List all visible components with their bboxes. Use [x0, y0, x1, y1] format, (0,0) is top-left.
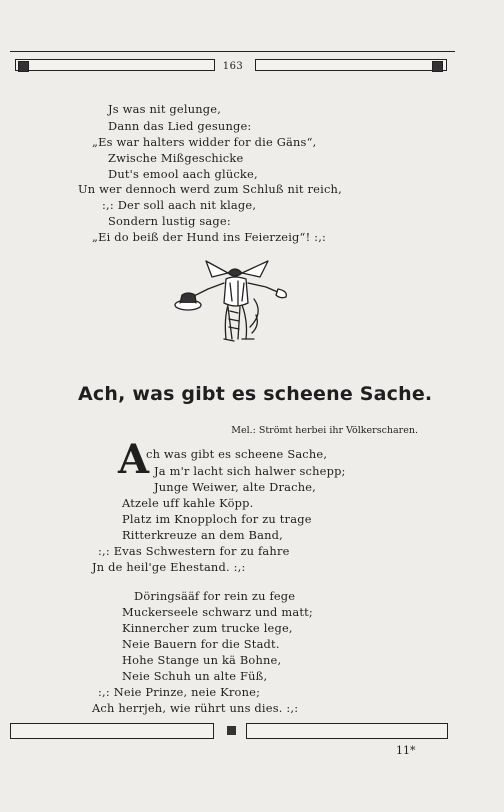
verse-line: Atzele uff kahle Köpp.: [122, 496, 254, 510]
verse-line: Muckerseele schwarz und matt;: [122, 605, 313, 619]
verse-line: Ja m'r lacht sich halwer schepp;: [154, 464, 346, 478]
verse-line: Dut's emool aach glücke,: [108, 167, 258, 181]
verse-line: Junge Weiwer, alte Drache,: [154, 480, 316, 494]
verse-line: Js was nit gelunge,: [108, 102, 222, 116]
drop-cap: A: [118, 436, 150, 483]
verse-line: Neie Schuh un alte Füß,: [122, 669, 268, 683]
signature-mark: 11*: [396, 744, 416, 757]
verse-line: „Ei do beiß der Hund ins Feierzeig“! :,:: [92, 230, 327, 244]
song-title: Ach, was gibt es scheene Sache.: [78, 383, 433, 405]
ornament-square-left: [18, 61, 29, 72]
verse-line: Döringsääf for rein zu fege: [134, 589, 296, 603]
verse-line: Jn de heil'ge Ehestand. :,:: [92, 560, 246, 574]
verse-line: Ach herrjeh, wie rührt uns dies. :,:: [92, 701, 299, 715]
melody-note: Mel.: Strömt herbei ihr Völkerscharen.: [231, 425, 418, 436]
page-number: 163: [222, 61, 244, 72]
verse-line: Neie Bauern for die Stadt.: [122, 637, 280, 651]
verse-line: :,: Neie Prinze, neie Krone;: [98, 685, 261, 699]
verse-line: Dann das Lied gesunge:: [108, 119, 252, 133]
verse-line: Kinnercher zum trucke lege,: [122, 621, 293, 635]
verse-line: Un wer dennoch werd zum Schluß nit reich,: [78, 182, 342, 196]
verse-line: Zwische Mißgeschicke: [108, 151, 244, 165]
verse-line: ch was gibt es scheene Sache,: [146, 447, 328, 461]
verse-line: Platz im Knopploch for zu trage: [122, 512, 312, 526]
verse-line: Hohe Stange un kä Bohne,: [122, 653, 282, 667]
verse-line: Sondern lustig sage:: [108, 214, 231, 228]
ornament-square-right: [432, 61, 443, 72]
ornament-square-center: [227, 726, 236, 735]
verse-line: „Es war halters widder for die Gäns“,: [92, 135, 317, 149]
dancing-figure-illustration: [168, 255, 298, 347]
verse-line: :,: Der soll aach nit klage,: [102, 198, 257, 212]
verse-line: Ritterkreuze an dem Band,: [122, 528, 283, 542]
verse-line: :,: Evas Schwestern for zu fahre: [98, 544, 290, 558]
